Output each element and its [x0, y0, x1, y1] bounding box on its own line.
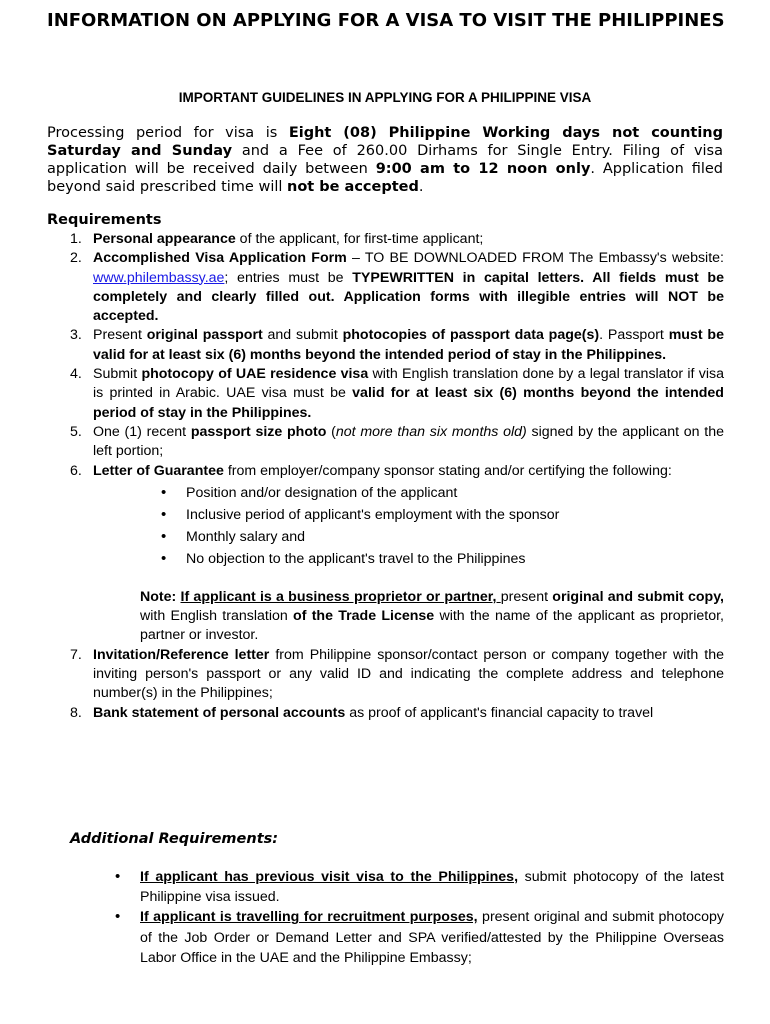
requirement-item-7: 7. Invitation/Reference letter from Philippine sponsor/contact person or company together with the inviting person's passport or any valid ID and indicating the complete address and telephone number(s) in the Philippines; [70, 646, 724, 702]
requirement-item-4: 4. Submit photocopy of UAE residence visa with English translation done by a legal translator if visa is printed in Arabic. UAE visa must be valid for at least six (6) months beyond the intended period of stay in the Philippines. [70, 366, 724, 421]
page-title: INFORMATION ON APPLYING FOR A VISA TO VISIT THE PHILIPPINES [47, 10, 725, 31]
additional-requirements-heading: Additional Requirements: [70, 831, 279, 847]
requirement-item-8: 8. Bank statement of personal accounts as proof of applicant's financial capacity to travel [70, 704, 654, 721]
additional-requirement-2: • If applicant is travelling for recruitment purposes, present original and submit photocopy of the Job Order or Demand Letter and SPA verified/attested by the Philippine Overseas Labor Office in the UAE and the Philippine Embassy; [0, 907, 724, 968]
list-item: • Position and/or designation of the applicant [0, 482, 770, 504]
list-item: • No objection to the applicant's travel to the Philippines [0, 548, 770, 570]
requirement-item-3: 3. Present original passport and submit photocopies of passport data page(s). Passport must be valid for at least six (6) months beyond the intended period of stay in the Philippines. [70, 327, 724, 363]
list-item: • Inclusive period of applicant's employment with the sponsor [0, 504, 770, 526]
guidelines-heading: IMPORTANT GUIDELINES IN APPLYING FOR A PHILIPPINE VISA [178, 90, 592, 105]
list-item: • Monthly salary and [0, 526, 770, 548]
requirement-item-2: 2. Accomplished Visa Application Form – TO BE DOWNLOADED FROM The Embassy's website: www.philembassy.ae; entries must be TYPEWRITTEN in capital letters. All fields must be completely and clearly filled out. Application forms with illegible entries will NOT be accepted. [70, 250, 724, 325]
requirement-item-6: 6. Letter of Guarantee from employer/company sponsor stating and/or certifying the following: [70, 462, 672, 479]
processing-info-paragraph: Processing period for visa is Eight (08) Philippine Working days not counting Saturday and Sunday and a Fee of 260.00 Dirhams for Single Entry. Filing of visa application will be received daily between 9:00 am to 12 noon only. Application filed beyond said prescribed time will not be accepted. [47, 125, 723, 195]
requirement-item-1: 1. Personal appearance of the applicant, for first-time applicant; [70, 231, 484, 247]
guarantee-letter-bullets [0, 482, 770, 570]
additional-requirement-1: • If applicant has previous visit visa to the Philippines, submit photocopy of the latest Philippine visa issued. [0, 867, 724, 907]
business-owner-note: Note: If applicant is a business proprietor or partner, present original and submit copy, with English translation of the Trade License with the name of the applicant as proprietor, partner or investor. [140, 588, 725, 644]
additional-requirements-list [0, 867, 770, 968]
requirements-heading: Requirements [47, 212, 162, 228]
embassy-website-link[interactable]: www.philembassy.ae [93, 269, 225, 286]
requirement-item-5: 5. One (1) recent passport size photo (not more than six months old) signed by the applicant on the left portion; [70, 423, 725, 460]
requirements-list [0, 230, 770, 723]
